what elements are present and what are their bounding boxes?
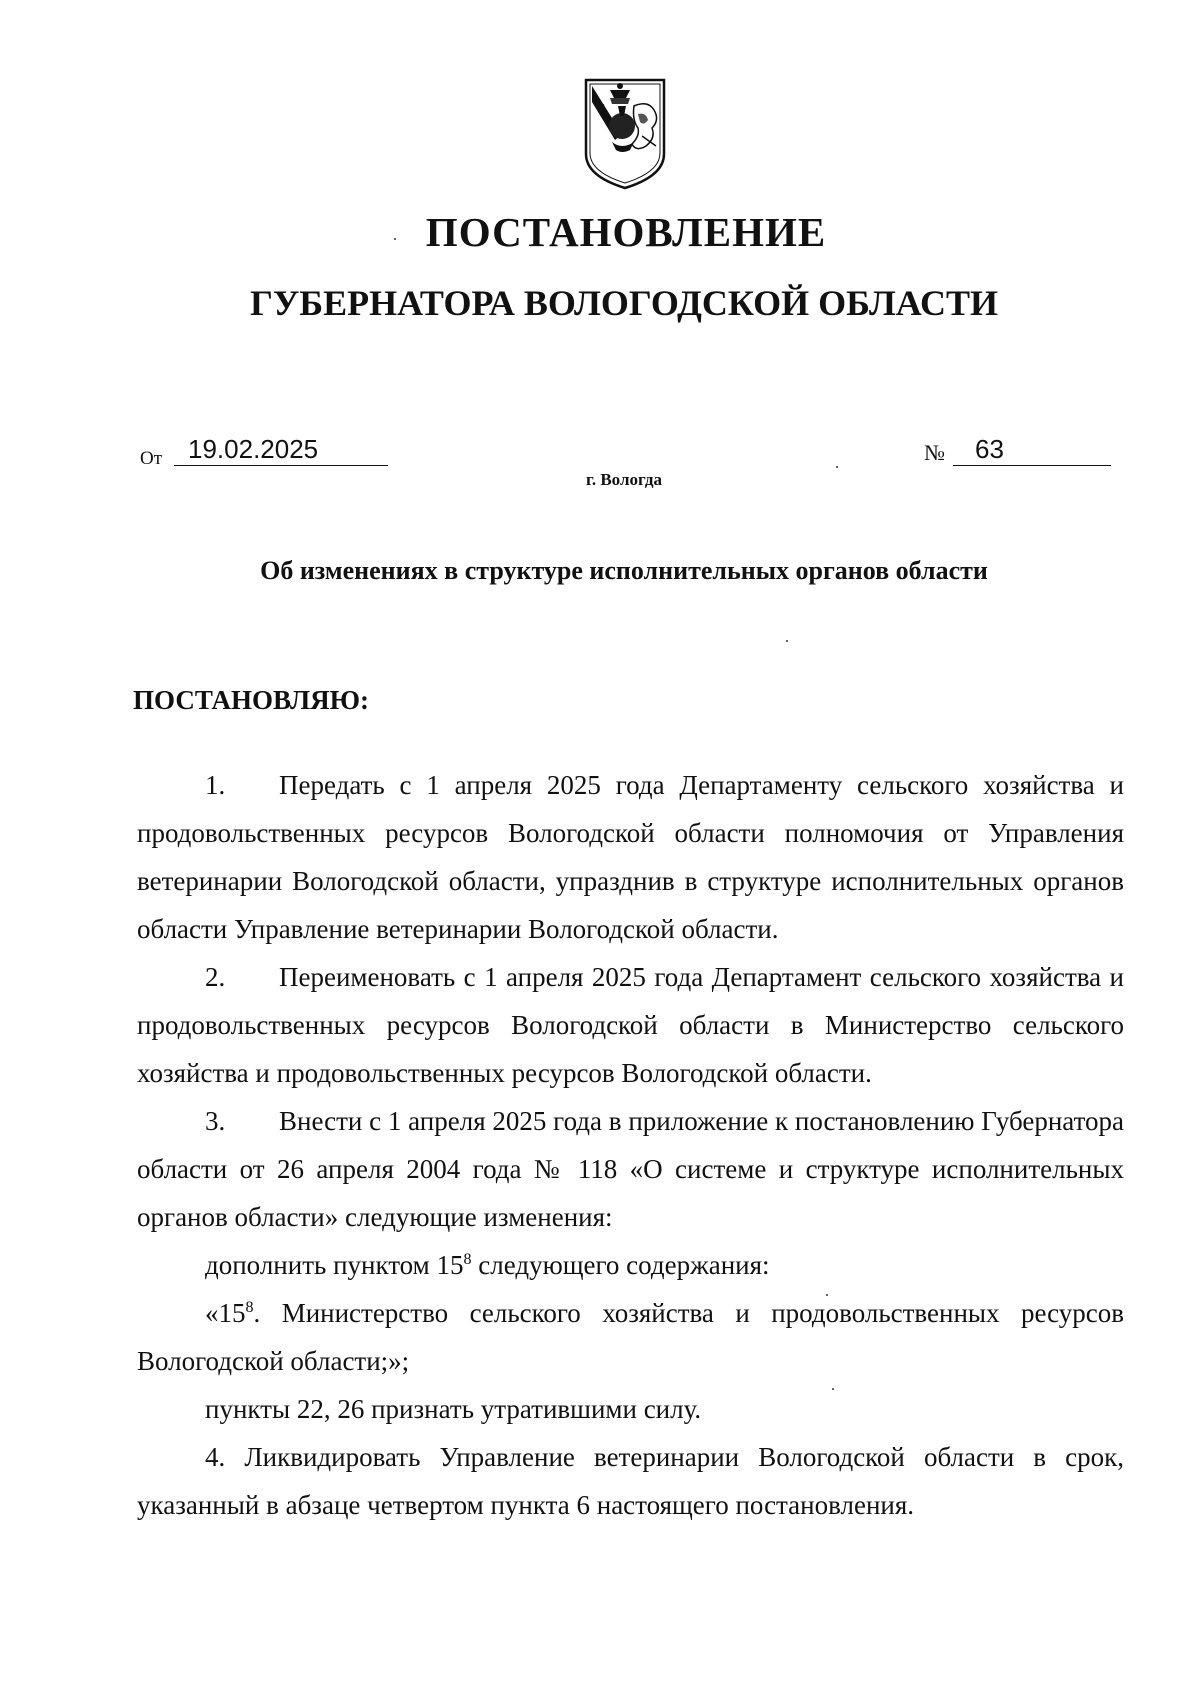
paragraph-1 xyxy=(137,761,1124,953)
document-title: ПОСТАНОВЛЕНИЕ xyxy=(425,209,827,255)
paragraph-3-quote xyxy=(137,1289,1124,1385)
paragraph-4: 4. Ликвидировать Управление ветеринарии Вологодской области в срок, указанный в абзаце четвертом пункта 6 настоящего постановления. xyxy=(137,1442,1124,1520)
document-body xyxy=(137,761,1124,1529)
resolve-heading: ПОСТАНОВЛЯЮ: xyxy=(133,685,369,715)
number-prefix-label: № xyxy=(924,440,945,465)
scan-speck xyxy=(786,640,788,642)
quote-text-a: «15 xyxy=(205,1298,246,1328)
quote-superscript: 8 xyxy=(245,1299,254,1316)
paragraph-3-void: пункты 22, 26 признать утратившими силу. xyxy=(205,1394,702,1424)
paragraph-3 xyxy=(137,1097,1124,1241)
date-prefix-label: От xyxy=(140,448,163,469)
paragraph-1-text: Передать с 1 апреля 2025 года Департаменту сельского хозяйства и продовольственных ресурсов Вологодской области полномочия от Управления ветеринарии Вологодской области, упразднив в структуре исполнительных органов области Управление ветеринарии Вологодской области. xyxy=(137,770,1124,944)
paragraph-1-number: 1. xyxy=(205,770,226,800)
document-subject: Об изменениях в структуре исполнительных органов области xyxy=(260,556,988,585)
document-number: 63 xyxy=(953,433,1111,466)
vologda-coat-of-arms-icon xyxy=(582,76,668,192)
paragraph-3-number: 3. xyxy=(205,1106,226,1136)
addition-text-b: следующего содержания: xyxy=(471,1250,770,1280)
issuing-authority: ГУБЕРНАТОРА ВОЛОГОДСКОЙ ОБЛАСТИ xyxy=(249,283,999,323)
paragraph-2 xyxy=(137,953,1124,1097)
paragraph-2-number: 2. xyxy=(205,962,226,992)
city-label: г. Вологда xyxy=(586,470,662,489)
scan-speck xyxy=(394,238,396,240)
quote-text-b: . Министерство сельского хозяйства и продовольственных ресурсов Вологодской области;»; xyxy=(137,1298,1124,1376)
scan-speck xyxy=(836,466,838,468)
scan-speck xyxy=(826,1294,828,1296)
addition-superscript: 8 xyxy=(463,1251,472,1268)
paragraph-3-text: Внести с 1 апреля 2025 года в приложение к постановлению Губернатора области от 26 апреля 2004 года № 118 «О системе и структуре исполнительных органов области» следующие изменения: xyxy=(137,1106,1124,1232)
document-date: 19.02.2025 xyxy=(174,433,388,466)
addition-text-a: дополнить пунктом 15 xyxy=(205,1250,464,1280)
paragraph-2-text: Переименовать с 1 апреля 2025 года Департамент сельского хозяйства и продовольственных ресурсов Вологодской области в Министерство сельского хозяйства и продовольственных ресурсов Вологодской области. xyxy=(137,962,1124,1088)
scan-speck xyxy=(832,1388,834,1390)
paragraph-3-addition xyxy=(137,1241,1124,1289)
